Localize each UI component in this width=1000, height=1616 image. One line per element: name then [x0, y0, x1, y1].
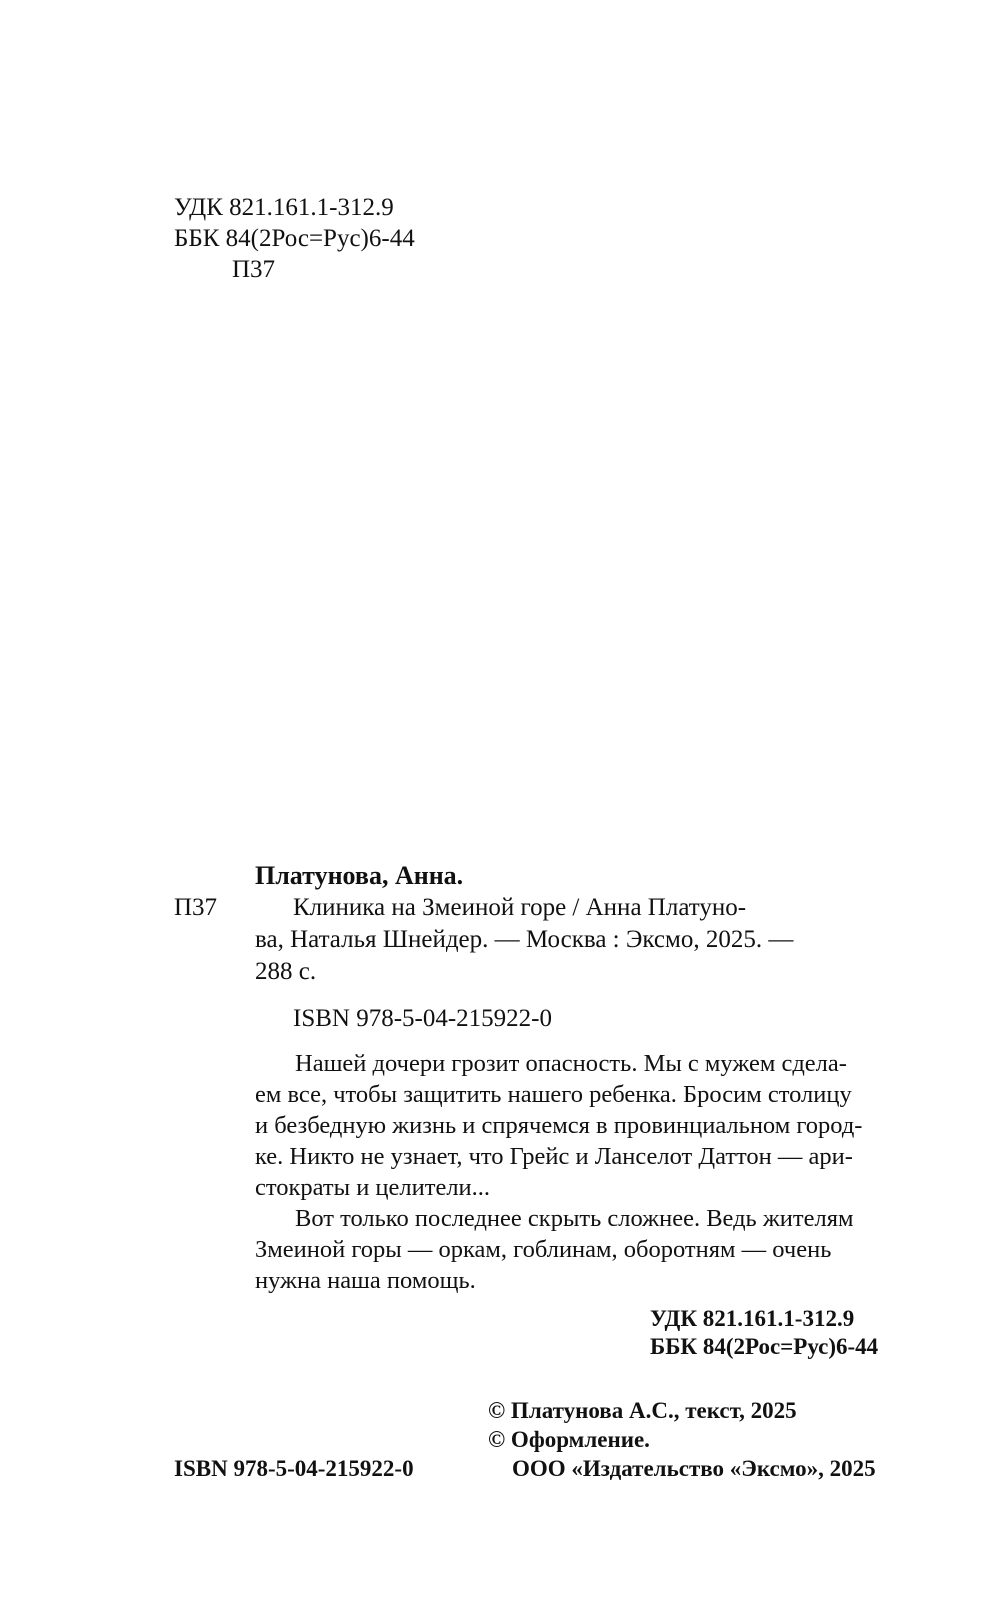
- entry-author-code: П37: [174, 894, 218, 921]
- top-udk: УДК 821.161.1-312.9: [174, 194, 394, 221]
- bib-line-3: 288 с.: [255, 958, 317, 985]
- author-heading: Платунова, Анна.: [255, 861, 464, 890]
- annotation-line: ем все, чтобы защитить нашего ребенка. Бросим столицу: [255, 1081, 852, 1108]
- copyright-line-2: © Оформление.: [488, 1427, 650, 1452]
- annotation-line: нужна наша помощь.: [255, 1267, 476, 1294]
- bottom-bbk: ББК 84(2Рос=Рус)6-44: [650, 1334, 879, 1359]
- copyright-line-1: © Платунова А.С., текст, 2025: [488, 1398, 797, 1423]
- annotation-line: Змеиной горы — оркам, гоблинам, оборотням — очень: [255, 1236, 832, 1263]
- annotation-line: ке. Никто не узнает, что Грейс и Ланселот Даттон — ари-: [255, 1143, 853, 1170]
- top-author-code: П37: [232, 256, 276, 283]
- annotation-line: стократы и целители...: [255, 1174, 491, 1201]
- bib-line-1: Клиника на Змеиной горе / Анна Платуно-: [293, 894, 747, 921]
- top-bbk: ББК 84(2Рос=Рус)6-44: [174, 225, 415, 252]
- bib-line-2: ва, Наталья Шнейдер. — Москва : Эксмо, 2025. —: [255, 926, 794, 953]
- bottom-udk: УДК 821.161.1-312.9: [650, 1306, 855, 1331]
- footer-isbn: ISBN 978-5-04-215922-0: [174, 1456, 414, 1481]
- annotation: [255, 1048, 885, 1296]
- copyright-line-3: ООО «Издательство «Эксмо», 2025: [512, 1456, 876, 1481]
- entry-isbn: ISBN 978-5-04-215922-0: [293, 1005, 553, 1032]
- annotation-line: Вот только последнее скрыть сложнее. Ведь жителям: [295, 1205, 854, 1232]
- annotation-line: и безбедную жизнь и спрячемся в провинциальном город-: [255, 1112, 863, 1139]
- annotation-line: Нашей дочери грозит опасность. Мы с мужем сдела-: [295, 1050, 847, 1077]
